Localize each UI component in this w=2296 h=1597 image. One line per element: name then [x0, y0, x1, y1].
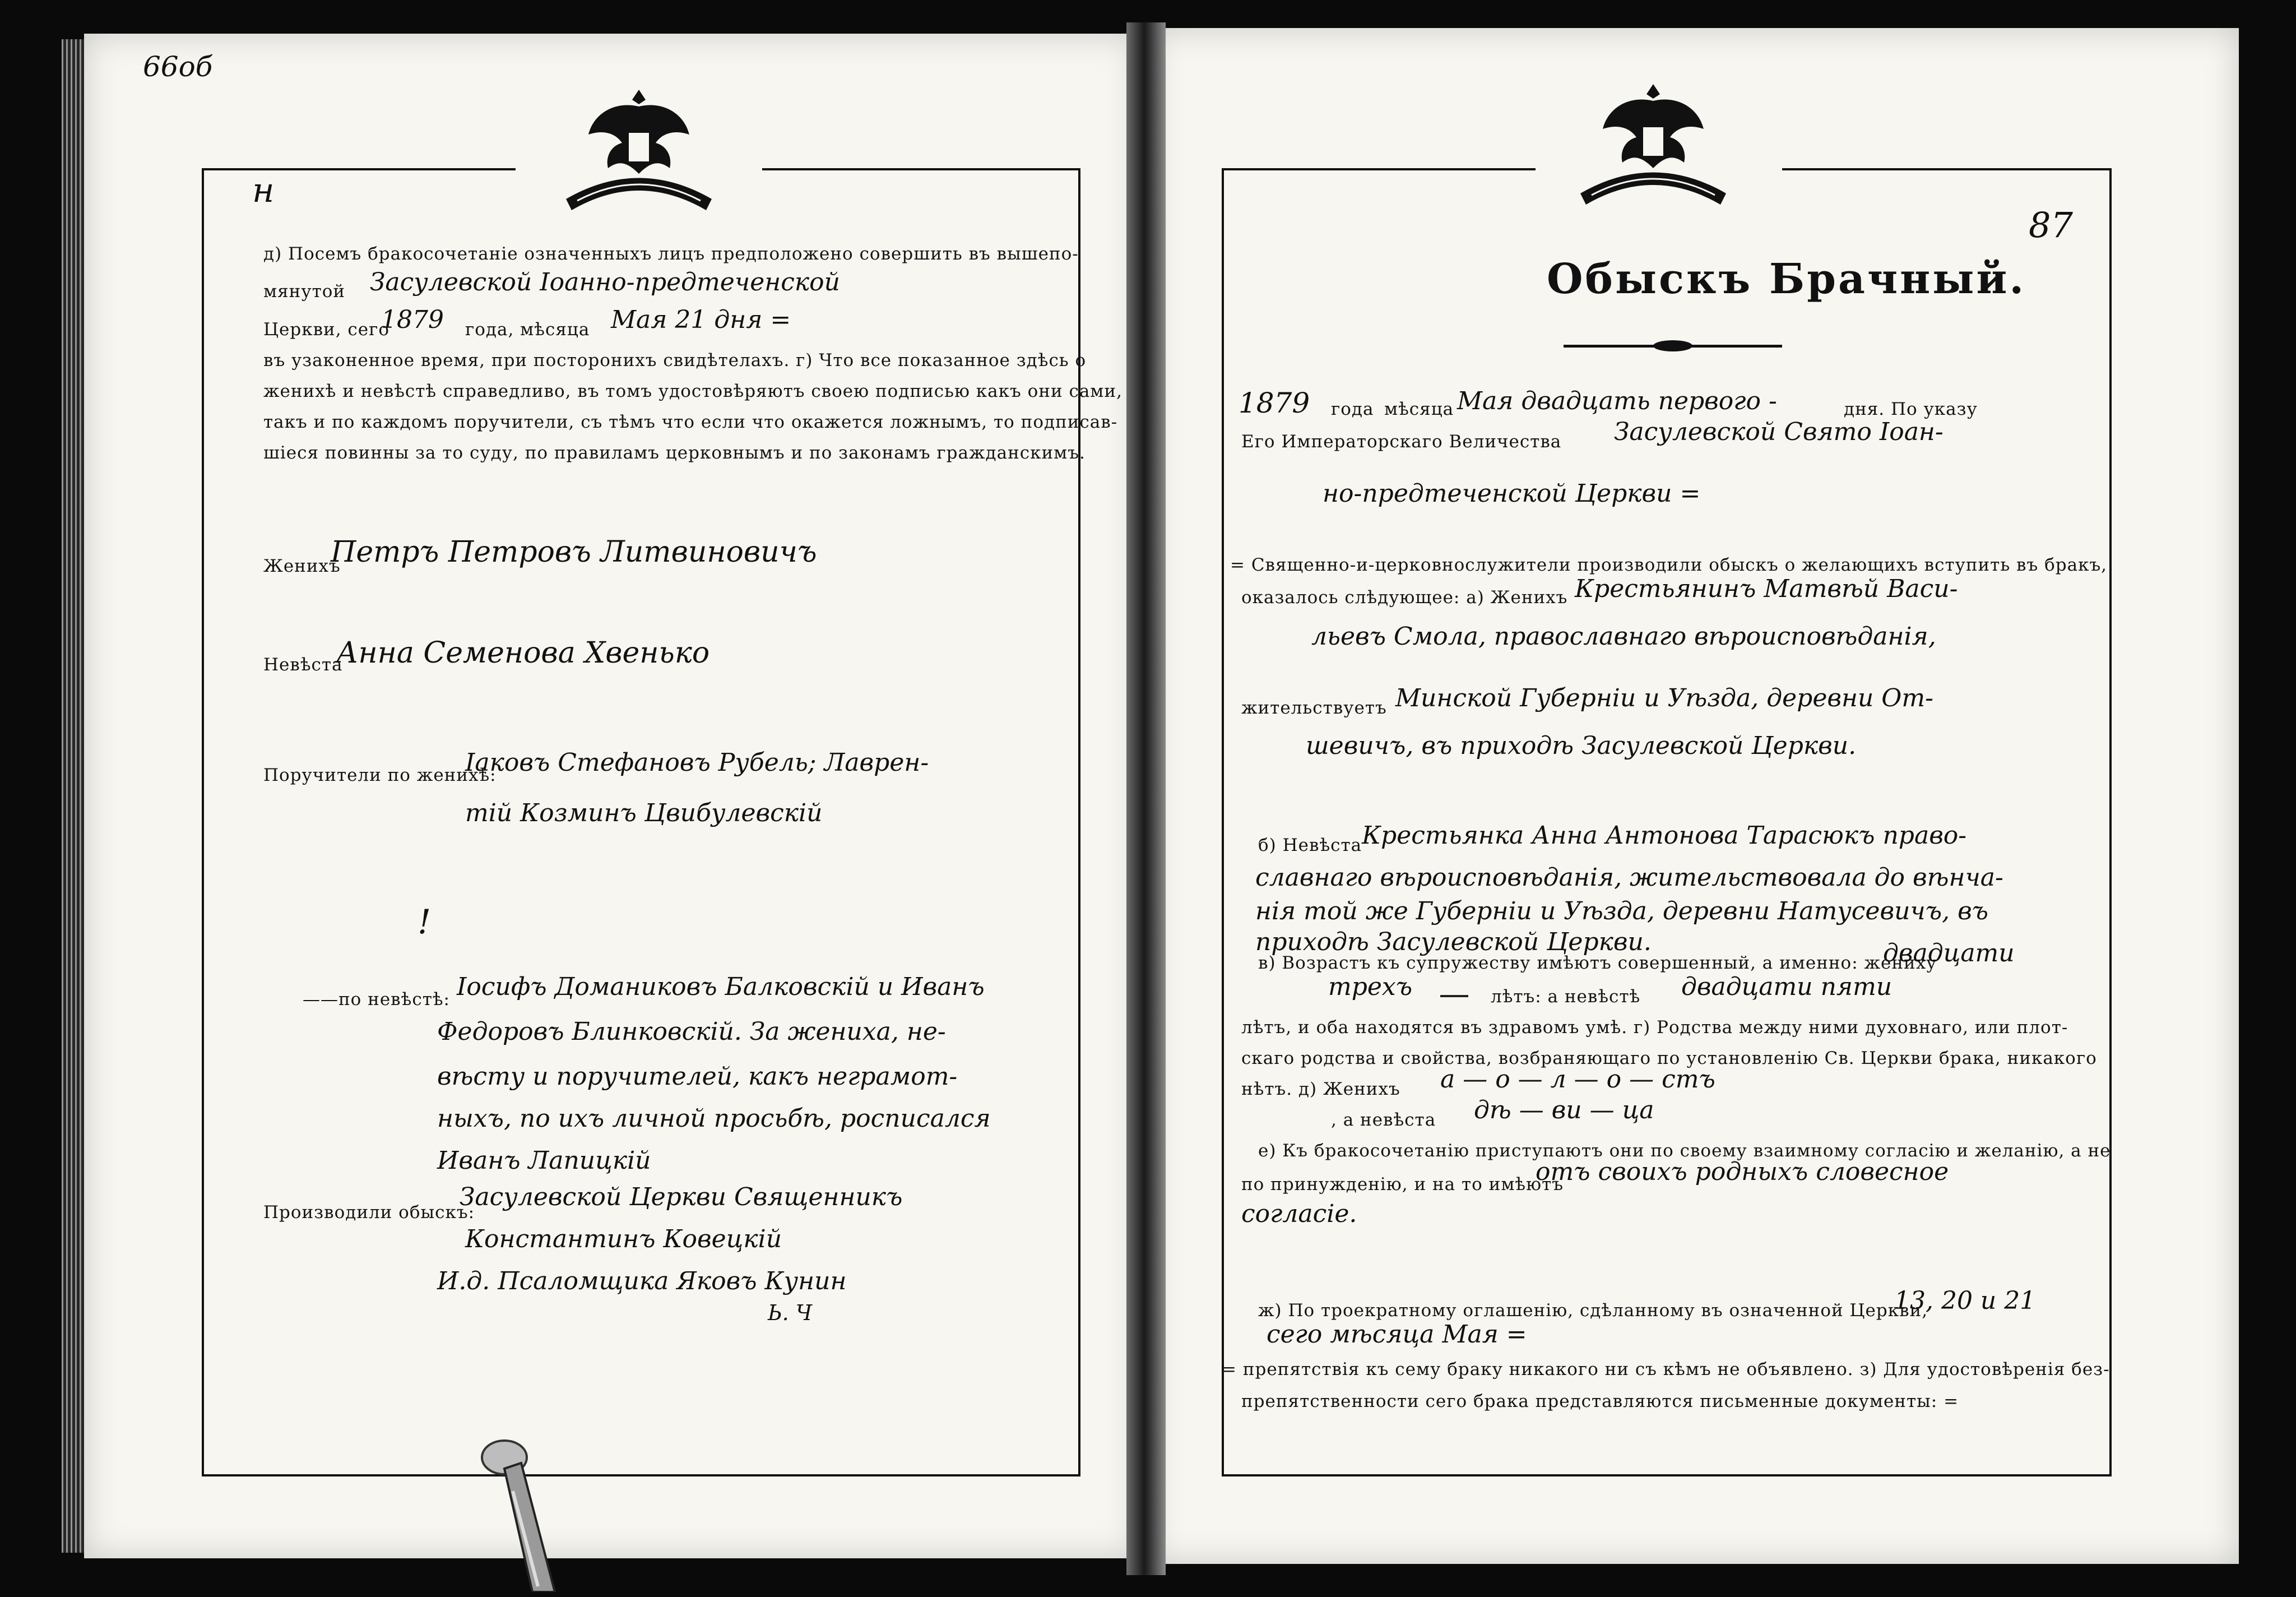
misc-mark-2: Ь. Ч — [768, 1300, 813, 1325]
consent-line-2: по принужденію, и на то имѣютъ — [1241, 1174, 1564, 1195]
residence-hand-line-2: шевичъ, въ приходѣ Засулевской Церкви. — [1306, 732, 1857, 760]
age-line-5: нѣтъ. д) Женихъ — [1241, 1079, 1400, 1099]
bride-surety-line-1: Іосифъ Доманиковъ Балковскій и Иванъ — [457, 973, 985, 1001]
intro-year-hand: 1879 — [381, 305, 444, 334]
right-frame-top-a — [1222, 168, 1536, 170]
bride-surety-line-3: вѣсту и поручителей, какъ неграмот- — [437, 1062, 958, 1091]
bride-hand-line-3: нія той же Губерніи и Уѣзда, деревни Натусевичъ, въ — [1255, 897, 1989, 925]
banns-dates-hand: 13, 20 и 21 — [1894, 1286, 2036, 1315]
bride-age-hand: двадцати пяти — [1681, 973, 1893, 1001]
bride-hand-line-1: Крестьянка Анна Антонова Тарасюкъ право- — [1362, 821, 1967, 850]
misc-mark-1: ! — [418, 902, 432, 942]
intro-line-5: въ узаконенное время, при посторонихъ свидѣтелахъ. г) Что все показанное здѣсь о — [263, 350, 1087, 371]
consent-hand-line-2: согласіе. — [1241, 1200, 1357, 1228]
opening-day-label: дня. По указу — [1844, 399, 1978, 419]
clergy-line-1: = Священно-и-церковнослужители производили обыскъ о желающихъ вступить въ бракъ, — [1230, 555, 2108, 575]
groom-label: Женихъ — [263, 556, 341, 576]
bride-sureties-label: ——по невѣстѣ: — [303, 989, 450, 1010]
groom-surety-line-1: Іаковъ Стефановъ Рубель; Лаврен- — [465, 748, 929, 777]
opening-church-line-1: Засулевской Свято Іоан- — [1614, 418, 1944, 446]
intro-church-hand: Засулевской Іоанно-предтеченской — [370, 268, 840, 297]
groom-sureties-label: Поручители по женихѣ: — [263, 765, 497, 785]
banns-month-hand: сего мѣсяца Мая = — [1267, 1320, 1527, 1349]
groom-age-hand-b: трехъ — [1328, 973, 1413, 1001]
age-line-1: в) Возрастъ къ супружеству имѣютъ совершенный, а именно: жениху — [1258, 953, 1937, 973]
groom-age-hand-a: двадцати — [1883, 939, 2015, 968]
intro-line-3-label: Церкви, сего — [263, 320, 390, 340]
banns-line-2: = препятствія къ сему браку никакого ни съ кѣмъ не объявлено. з) Для удостовѣренія без- — [1222, 1359, 2110, 1380]
page-title: Обыскъ Брачный. — [1547, 255, 2026, 303]
bride-hand-line-2: славнаго вѣроисповѣданія, жительствовала до вѣнча- — [1255, 863, 2003, 892]
age-line-4: скаго родства и свойства, возбраняющаго по установленію Св. Церкви брака, никакого — [1241, 1048, 2097, 1068]
intro-line-8: шіеся повинны за то суду, по правиламъ церковнымъ и по законамъ гражданскимъ. — [263, 443, 1086, 463]
right-eagle-emblem — [1569, 73, 1737, 219]
folio-number: 87 — [2029, 205, 2073, 246]
search-by-line-3: И.д. Псаломщика Яковъ Кунин — [437, 1267, 847, 1295]
folio-note: 66об — [143, 50, 213, 83]
bride-hand-line-4: приходѣ Засулевской Церкви. — [1255, 928, 1652, 956]
age-line-3: лѣтъ, и оба находятся въ здравомъ умѣ. г) Родства между ними духовнаго, или плот- — [1241, 1017, 2068, 1038]
search-label: Производили обыскъ: — [263, 1202, 475, 1223]
intro-line-6: женихѣ и невѣстѣ справедливо, въ томъ удостовѣряютъ своею подписью какъ они сами, — [263, 381, 1123, 401]
groom-hand-line-2: льевъ Смола, православнаго вѣроисповѣданія, — [1311, 622, 1936, 651]
right-frame-top-b — [1782, 168, 2109, 170]
search-by-line-1: Засулевской Церкви Священникъ — [460, 1183, 903, 1211]
left-frame-top-b — [762, 168, 1078, 170]
groom-name: Петръ Петровъ Литвиновичъ — [331, 535, 817, 569]
book-gutter — [1126, 22, 1166, 1575]
opening-monthday-hand: Мая двадцать первого - — [1457, 387, 1777, 415]
left-frame-top-a — [202, 168, 516, 170]
residence-hand-line-1: Минской Губерніи и Уѣзда, деревни От- — [1395, 684, 1933, 712]
intro-line-4-label: года, мѣсяца — [465, 320, 590, 340]
age-line-2: лѣтъ: а невѣстѣ — [1491, 987, 1641, 1007]
bride-label: Невѣста — [263, 655, 343, 675]
bride-surety-line-2: Федоровъ Блинковскій. За жениха, не- — [437, 1017, 946, 1046]
opening-year-label: года — [1331, 399, 1374, 419]
bride-name: Анна Семенова Хвенько — [336, 636, 710, 670]
title-ornament — [1564, 345, 1782, 348]
bride-surety-line-5: Иванъ Лапицкій — [437, 1146, 651, 1175]
banns-line-1: ж) По троекратному оглашенію, сдѣланному въ означенной Церкви, — [1258, 1300, 1928, 1321]
residence-label: жительствуетъ — [1241, 698, 1387, 718]
search-by-line-2: Константинъ Ковецкій — [465, 1225, 782, 1253]
left-eagle-emblem — [555, 78, 723, 224]
bride-status-hand: дѣ — ви — ца — [1474, 1096, 1654, 1124]
opening-church-line-2: но-предтеченской Церкви = — [1323, 479, 1701, 508]
bride-right-label: б) Невѣста — [1258, 835, 1362, 855]
binder-clip — [460, 1424, 572, 1592]
age-dash — [1440, 995, 1468, 997]
intro-line-7: такъ и по каждомъ поручители, съ тѣмъ что если что окажется ложнымъ, то подписав- — [263, 412, 1118, 432]
opening-month-label: мѣсяца — [1384, 399, 1454, 419]
age-line-6: , а невѣста — [1331, 1110, 1436, 1130]
opening-year-hand: 1879 — [1239, 387, 1310, 419]
opening-majesty: Его Императорскаго Величества — [1241, 432, 1562, 452]
consent-line-1: е) Къ бракосочетанію приступаютъ они по своему взаимному согласію и желанію, а не — [1258, 1141, 2111, 1161]
intro-line-2-label: мянутой — [263, 281, 346, 302]
groom-surety-line-2: тій Козминъ Цвибулевскій — [465, 799, 823, 827]
banns-line-3: препятственности сего брака представляются письменные документы: = — [1241, 1391, 1959, 1411]
intro-monthday-hand: Мая 21 дня = — [611, 305, 791, 334]
margin-mark: н — [252, 171, 275, 210]
groom-hand-line-1: Крестьянинъ Матвѣй Васи- — [1575, 575, 1958, 603]
bride-surety-line-4: ныхъ, по ихъ личной просьбѣ, росписался — [437, 1104, 991, 1133]
groom-status-hand: а — о — л — о — стъ — [1440, 1065, 1715, 1094]
intro-line-1: д) Посемъ бракосочетаніе означенныхъ лицъ предположено совершить въ вышепо- — [263, 244, 1079, 264]
consent-hand-line-1: отъ своихъ родныхъ словесное — [1536, 1158, 1949, 1186]
clergy-line-2: оказалось слѣдующее: а) Женихъ — [1241, 587, 1568, 608]
